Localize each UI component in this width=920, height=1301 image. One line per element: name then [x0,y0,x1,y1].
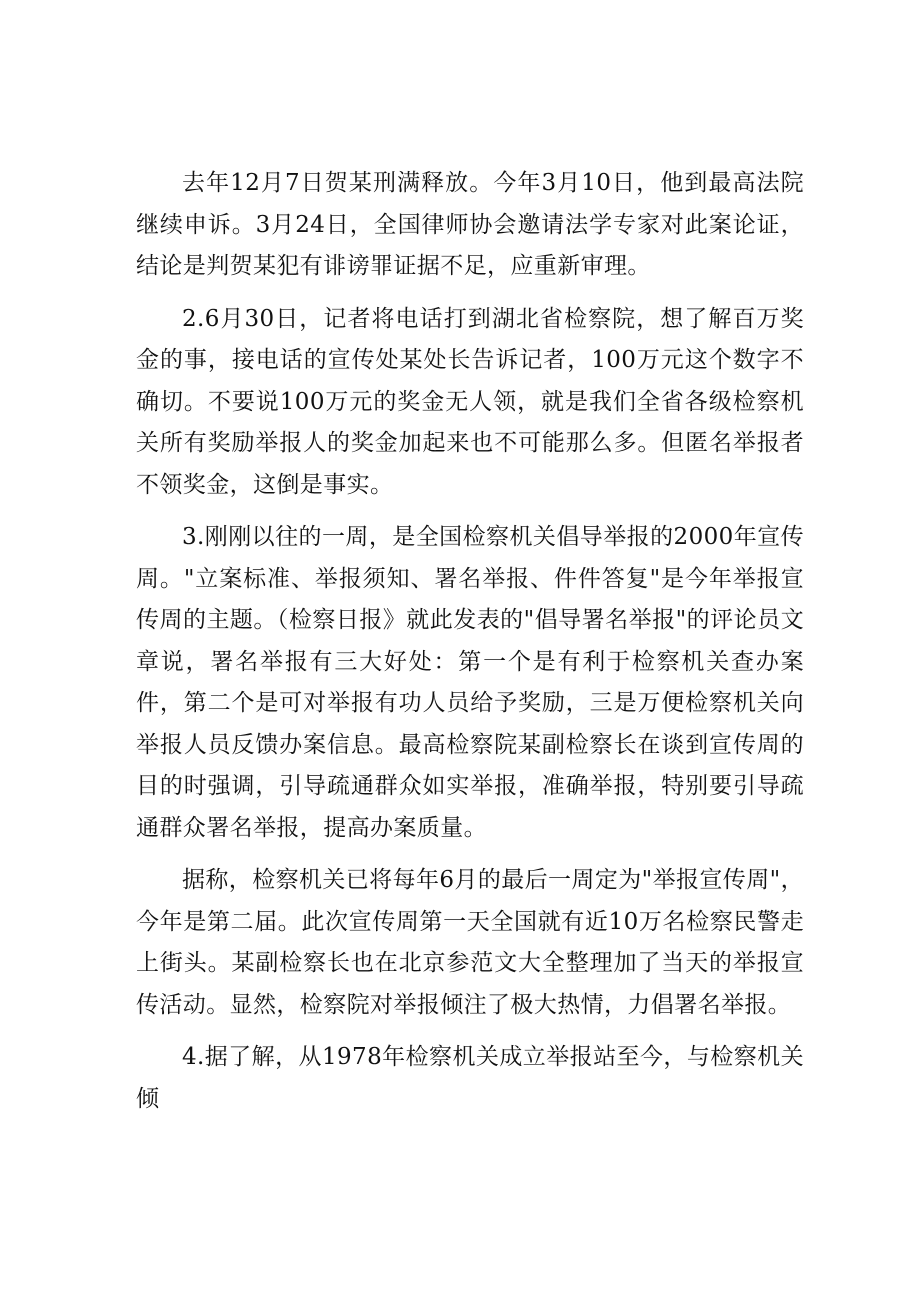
paragraph-since-1978: 4.据了解，从1978年检察机关成立举报站至今，与检察机关倾 [136,1044,804,1112]
document-body [136,163,804,1131]
paragraph-report-week-detail: 据称，检察机关已将每年6月的最后一周定为"举报宣传周"，今年是第二届。此次宣传周第一天全国就有近10万名检察民警走上街头。某副检察长也在北京参范文大全整理加了当天的举报宣传活动。显然，检察院对举报倾注了极大热情，力倡署名举报。 [136,867,804,1018]
paragraph-reward-money: 2.6月30日，记者将电话打到湖北省检察院，想了解百万奖金的事，接电话的宣传处某处长告诉记者，100万元这个数字不确切。不要说100万元的奖金无人领，就是我们全省各级检察机关所有奖励举报人的奖金加起来也不可能那么多。但匿名举报者不领奖金，这倒是事实。 [136,305,804,498]
paragraph-report-week: 3.刚刚以往的一周，是全国检察机关倡导举报的2000年宣传周。"立案标准、举报须知、署名举报、件件答复"是今年举报宣传周的主题。（检察日报》就此发表的"倡导署名举报"的评论员文章说，署名举报有三大好处：第一个是有利于检察机关查办案件，第二个是可对举报有功人员给予奖励，三是万便检察机关向举报人员反馈办案信息。最高检察院某副检察长在谈到宣传周的目的时强调，引导疏通群众如实举报，准确举报，特别要引导疏通群众署名举报，提高办案质量。 [136,524,804,841]
paragraph-release-appeal: 去年12月7日贺某刑满释放。今年3月10日，他到最高法院继续申诉。3月24日，全国律师协会邀请法学专家对此案论证，结论是判贺某犯有诽谤罪证据不足，应重新审理。 [136,170,804,279]
